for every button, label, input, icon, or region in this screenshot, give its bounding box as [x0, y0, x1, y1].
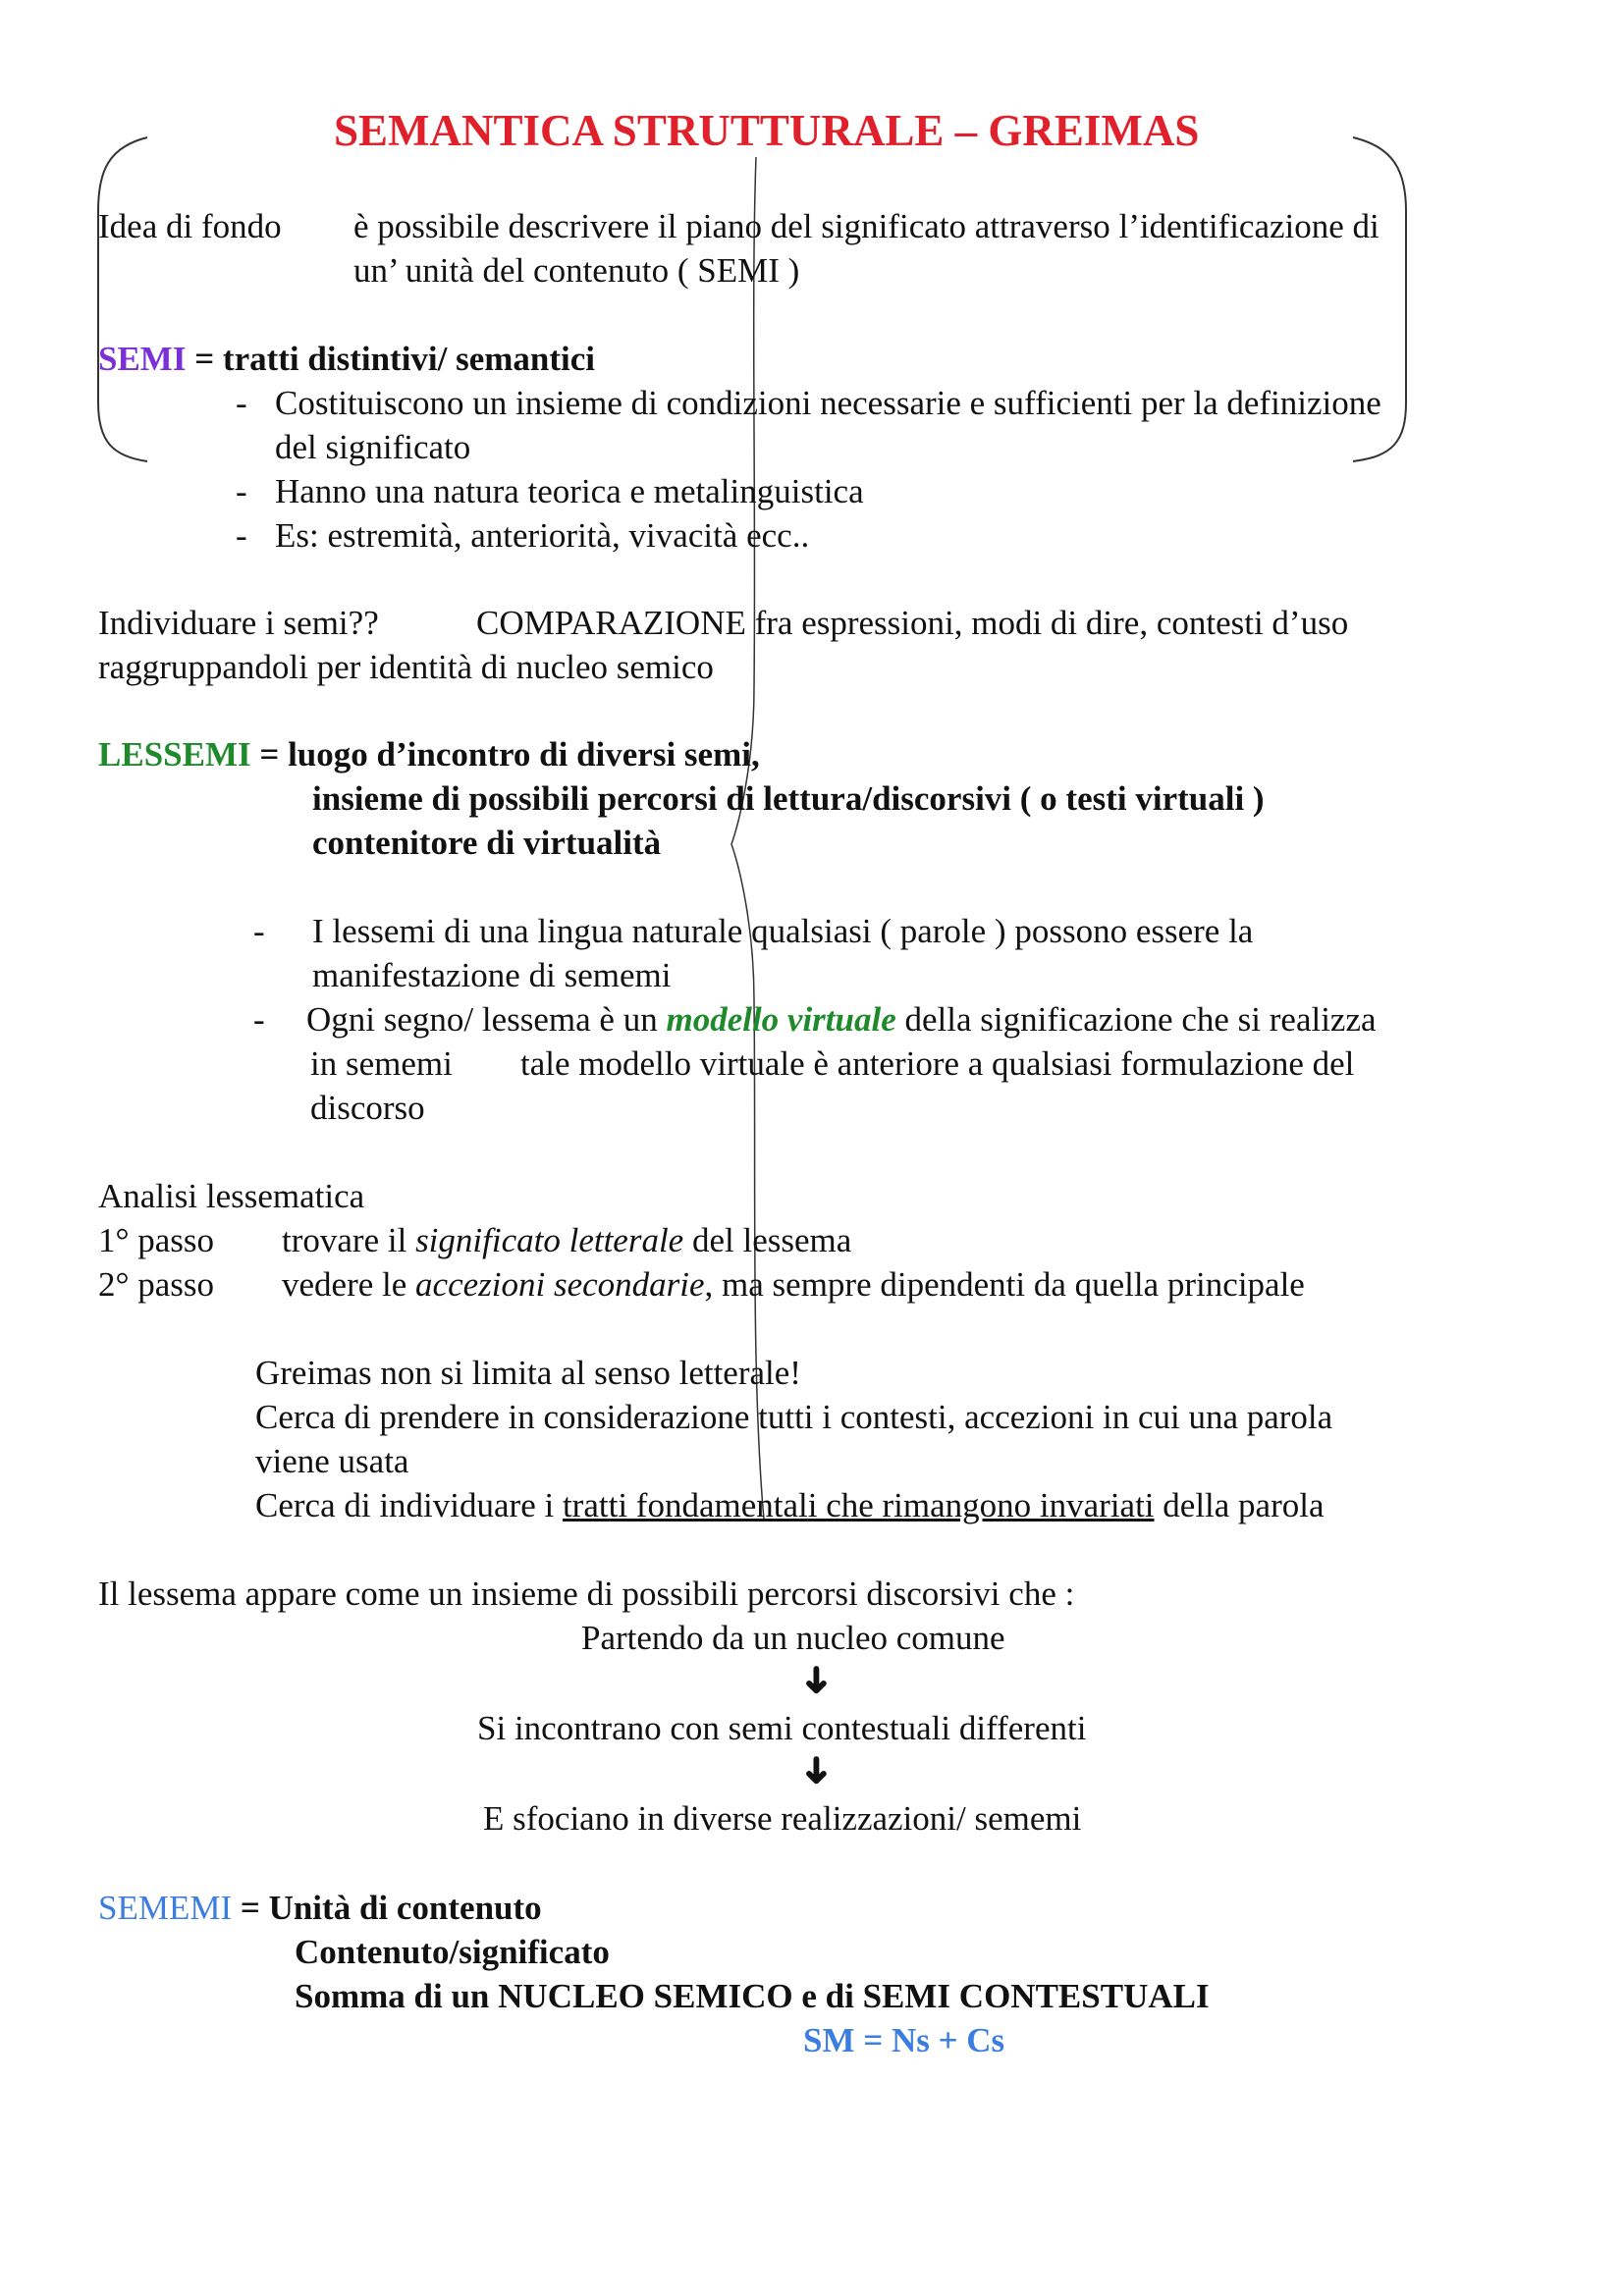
- lessemi-bullet-2-line-3: discorso: [310, 1089, 425, 1127]
- individuare-question: Individuare i semi??: [98, 604, 379, 642]
- sememi-definition-3: Somma di un NUCLEO SEMICO e di SEMI CONTESTUALI: [295, 1977, 1210, 2015]
- lessemi-dash-2: -: [253, 1000, 265, 1039]
- lessemi-bullet-2-post: della significazione che si realizza: [895, 1000, 1377, 1039]
- semi-dash-2: -: [236, 472, 247, 510]
- semi-definition: = tratti distintivi/ semantici: [186, 340, 596, 378]
- lessemi-definition-2: insieme di possibili percorsi di lettura/discorsivi ( o testi virtuali ): [312, 779, 1265, 818]
- individuare-answer: COMPARAZIONE fra espressioni, modi di dire, contesti d’uso: [476, 604, 1349, 642]
- sememi-heading: [98, 1886, 542, 1930]
- greimas-line-3: viene usata: [255, 1442, 409, 1480]
- lessemi-bullet-1: I lessemi di una lingua naturale qualsiasi ( parole ) possono essere la: [312, 912, 1254, 950]
- passo-1-pre: trovare il: [282, 1221, 416, 1259]
- greimas-line-4-pre: Cerca di individuare i: [255, 1486, 563, 1524]
- idea-label: Idea di fondo: [98, 207, 282, 245]
- semi-bullet-2: Hanno una natura teorica e metalinguistica: [275, 472, 864, 510]
- greimas-underlined-text: tratti fondamentali che rimangono invariati: [562, 1486, 1155, 1524]
- individuare-line-2: raggruppandoli per identità di nucleo semico: [98, 648, 714, 686]
- lessemi-bullet-2-line-2b: tale modello virtuale è anteriore a qualsiasi formulazione del: [520, 1044, 1355, 1083]
- semi-dash-3: -: [236, 516, 247, 555]
- passo-1-label: 1° passo: [98, 1221, 215, 1259]
- modello-virtuale-emphasis: modello virtuale: [666, 1000, 896, 1039]
- semi-bullet-3: Es: estremità, anteriorità, vivacità ecc..: [275, 516, 810, 555]
- passo-2-emphasis: accezioni secondarie: [415, 1265, 705, 1304]
- analisi-heading: Analisi lessematica: [98, 1177, 365, 1215]
- greimas-line-1: Greimas non si limita al senso letterale!: [255, 1354, 801, 1392]
- semi-term: SEMI: [98, 340, 187, 378]
- down-arrow-icon: ➜: [795, 1754, 838, 1787]
- greimas-line-4-post: della parola: [1154, 1486, 1325, 1524]
- idea-line-1: è possibile descrivere il piano del significato attraverso l’identificazione di: [353, 207, 1380, 245]
- lessemi-definition-3: contenitore di virtualità: [312, 824, 662, 862]
- percorsi-step-1: Partendo da un nucleo comune: [581, 1619, 1005, 1657]
- lessemi-dash-1: -: [253, 912, 265, 950]
- passo-2-pre: vedere le: [282, 1265, 416, 1304]
- passo-1-post: del lessema: [683, 1221, 852, 1259]
- percorsi-intro: Il lessema appare come un insieme di possibili percorsi discorsivi che :: [98, 1575, 1075, 1613]
- sememi-definition-2: Contenuto/significato: [295, 1933, 610, 1971]
- semi-heading: [98, 337, 595, 381]
- greimas-line-2: Cerca di prendere in considerazione tutti i contesti, accezioni in cui una parola: [255, 1398, 1333, 1436]
- page-title: SEMANTICA STRUTTURALE – GREIMAS: [334, 106, 1200, 155]
- percorsi-step-2: Si incontrano con semi contestuali differenti: [477, 1709, 1087, 1747]
- sememi-definition-1: = Unità di contenuto: [232, 1889, 542, 1927]
- idea-line-2: un’ unità del contenuto ( SEMI ): [353, 251, 800, 290]
- semi-bullet-1-cont: del significato: [275, 428, 471, 466]
- semi-dash-1: -: [236, 384, 247, 422]
- percorsi-step-3: E sfociano in diverse realizzazioni/ sememi: [483, 1799, 1082, 1838]
- passo-1-text: [282, 1218, 851, 1262]
- lessemi-bullet-1-cont: manifestazione di sememi: [312, 956, 672, 994]
- lessemi-term: LESSEMI: [98, 735, 251, 774]
- lessemi-bullet-2: [306, 997, 1377, 1041]
- lessemi-bullet-2-pre: Ogni segno/ lessema è un: [306, 1000, 667, 1039]
- sememi-term: SEMEMI: [98, 1889, 233, 1927]
- passo-2-text: [282, 1262, 1305, 1307]
- down-arrow-icon: ➜: [795, 1664, 838, 1696]
- left-curly-bracket: [98, 137, 147, 461]
- lessemi-heading: [98, 732, 760, 776]
- passo-1-emphasis: significato letterale: [415, 1221, 684, 1259]
- passo-2-post: , ma sempre dipendenti da quella principale: [704, 1265, 1305, 1304]
- greimas-line-4: [255, 1483, 1325, 1527]
- semi-bullet-1: Costituiscono un insieme di condizioni necessarie e sufficienti per la definizione: [275, 384, 1381, 422]
- lessemi-bullet-2-line-2a: in sememi: [310, 1044, 453, 1083]
- sememi-formula: SM = Ns + Cs: [803, 2021, 1005, 2059]
- passo-2-label: 2° passo: [98, 1265, 215, 1304]
- lessemi-definition-1: = luogo d’incontro di diversi semi,: [250, 735, 760, 774]
- vertical-brace: [731, 157, 764, 1520]
